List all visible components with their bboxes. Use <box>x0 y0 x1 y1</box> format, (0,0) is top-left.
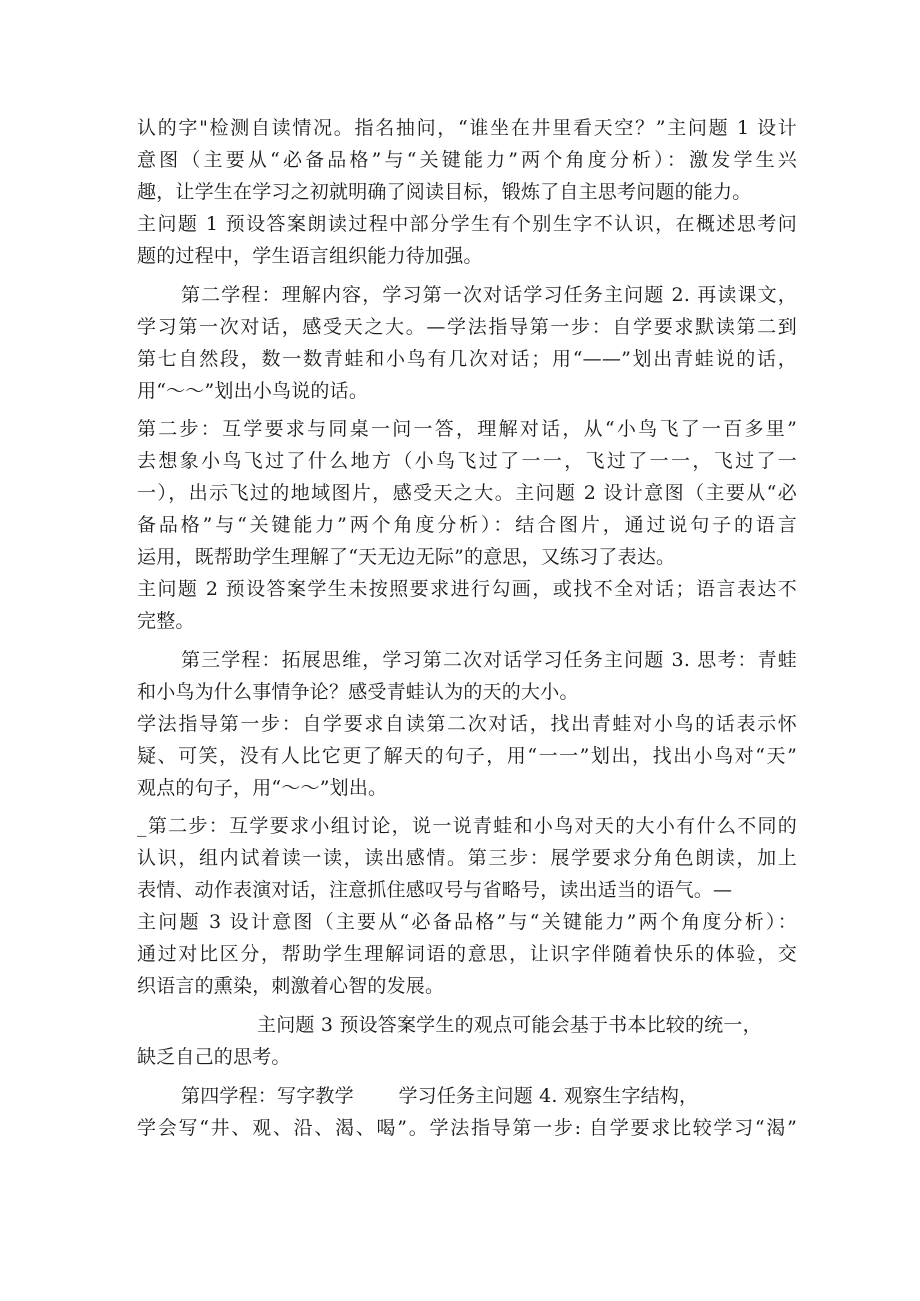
text-line: 认的字"检测自读情况。指名抽问，“谁坐在井里看天空？”主问题 1 设计 <box>137 117 797 139</box>
text-line: 学法指导第一步：自学要求自读第二次对话，找出青蛙对小鸟的话表示怀 <box>137 713 797 735</box>
paragraph-6 <box>137 644 797 708</box>
text-line: 第七自然段，数一数青蛙和小鸟有几次对话；用“——”划出青蛙说的话， <box>137 348 797 370</box>
text-line: 表情、动作表演对话，注意抓住感叹号与省略号，读出适当的语气。— <box>137 879 733 901</box>
text-line: 主问题 1 预设答案朗读过程中部分学生有个别生字不认识，在概述思考问 <box>137 213 797 235</box>
text-line: _第二步：互学要求小组讨论，说一说青蛙和小鸟对天的大小有什么不同的 <box>137 815 797 837</box>
paragraph-7 <box>137 708 797 804</box>
paragraph-8 <box>137 810 797 1002</box>
text-line: 第二学程：理解内容，学习第一次对话学习任务主问题 2. 再读课文， <box>181 284 797 306</box>
paragraph-4 <box>137 413 797 573</box>
text-line: 缺乏自己的思考。 <box>137 1046 291 1068</box>
text-line: 主问题 3 预设答案学生的观点可能会基于书本比较的统一， <box>257 1014 762 1036</box>
text-line: 认识，组内试着读一读，读出感情。第三步：展学要求分角色朗读，加上 <box>137 847 797 869</box>
text-line: 和小鸟为什么事情争论？感受青蛙认为的天的大小。 <box>137 681 579 703</box>
text-line: 趣，让学生在学习之初就明确了阅读目标，锻炼了自主思考问题的能力。 <box>137 181 752 203</box>
text-line: 去想象小鸟飞过了什么地方（小鸟飞过了一一，飞过了一一，飞过了一 <box>137 450 797 472</box>
text-line: 完整。 <box>137 610 195 632</box>
text-line: 备品格”与“关键能力”两个角度分析）：结合图片，通过说句子的语言 <box>137 514 797 536</box>
text-line: 第四学程：写字教学 学习任务主问题 4. 观察生字结构， <box>181 1085 699 1107</box>
text-line: 题的过程中，学生语言组织能力待加强。 <box>137 245 483 267</box>
text-line: 织语言的熏染，刺激着心智的发展。 <box>137 975 445 997</box>
text-line: 运用，既帮助学生理解了“天无边无际”的意思，又练习了表达。 <box>137 546 676 568</box>
text-line: 第三学程：拓展思维，学习第二次对话学习任务主问题 3. 思考：青蛙 <box>181 649 797 671</box>
paragraph-9 <box>137 1009 797 1073</box>
text-line: 一），出示飞过的地域图片，感受天之大。主问题 2 设计意图（主要从“必 <box>137 482 797 504</box>
paragraph-1 <box>137 112 797 208</box>
document-body <box>137 112 797 1144</box>
text-line: 第二步：互学要求与同桌一问一答，理解对话，从“小鸟飞了一百多里” <box>137 418 797 440</box>
text-line: 学会写“井、观、沿、渴、喝”。学法指导第一步: 自学要求比较学习“渴” <box>137 1117 797 1139</box>
text-line: 用“～～”划出小鸟说的话。 <box>137 380 369 402</box>
text-line: 主问题 3 设计意图（主要从“必备品格”与“关键能力”两个角度分析）： <box>137 911 797 933</box>
text-line: 学习第一次对话，感受天之大。—学法指导第一步：自学要求默读第二到 <box>137 316 797 338</box>
text-line: 通过对比区分，帮助学生理解词语的意思，让识字伴随着快乐的体验，交 <box>137 943 797 965</box>
text-line: 观点的句子，用“～～”划出。 <box>137 777 388 799</box>
paragraph-3 <box>137 279 797 407</box>
text-line: 意图（主要从“必备品格”与“关键能力”两个角度分析）：激发学生兴 <box>137 149 797 171</box>
text-line: 主问题 2 预设答案学生未按照要求进行勾画，或找不全对话；语言表达不 <box>137 578 797 600</box>
text-line: 疑、可笑，没有人比它更了解天的句子，用“一一”划出，找出小鸟对“天” <box>137 745 797 767</box>
paragraph-5 <box>137 573 797 637</box>
paragraph-10 <box>137 1080 797 1144</box>
paragraph-2 <box>137 208 797 272</box>
